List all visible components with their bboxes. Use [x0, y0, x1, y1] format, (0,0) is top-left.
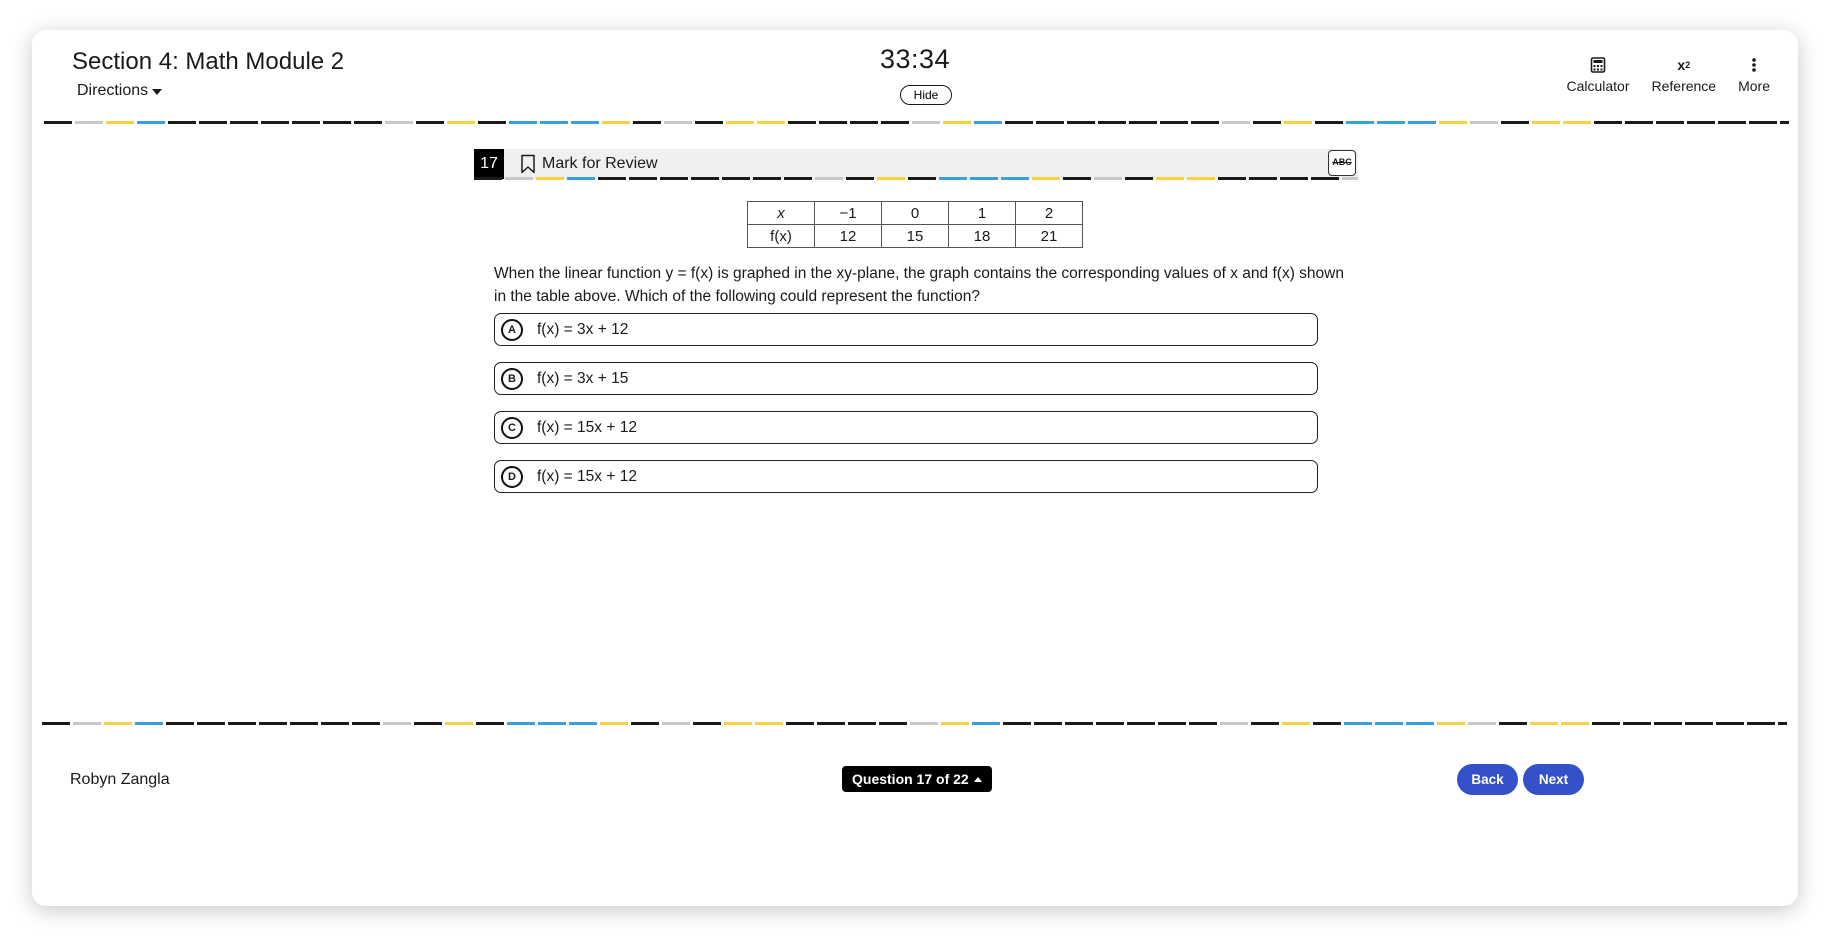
divider-dash [75, 121, 103, 124]
divider-dash [881, 121, 909, 124]
divider-dash [567, 177, 595, 180]
divider-dash [850, 121, 878, 124]
choice-a[interactable] [494, 313, 1318, 346]
more-button[interactable] [1738, 56, 1770, 94]
divider-dash [259, 722, 287, 725]
divider-dash [1716, 722, 1744, 725]
divider-dash [1251, 722, 1279, 725]
divider-dash [1282, 722, 1310, 725]
divider-dash [1187, 177, 1215, 180]
divider-dash [1001, 177, 1029, 180]
divider-dash [1036, 121, 1064, 124]
table-cell: x [748, 202, 815, 225]
divider-dash [1685, 722, 1713, 725]
divider-dash [1437, 722, 1465, 725]
divider-dash [1747, 722, 1775, 725]
reference-label: Reference [1651, 78, 1717, 94]
divider-dash [507, 722, 535, 725]
divider-dash [321, 722, 349, 725]
divider-dash [385, 121, 413, 124]
answer-choices [494, 313, 1318, 509]
calculator-icon [1590, 56, 1606, 74]
reference-button[interactable] [1652, 56, 1717, 94]
divider-dash [786, 722, 814, 725]
divider-dash [1098, 121, 1126, 124]
divider-dash [600, 722, 628, 725]
divider-dash [1561, 722, 1589, 725]
divider-dash [261, 121, 289, 124]
mark-for-review-label: Mark for Review [542, 155, 658, 172]
divider-dash [819, 121, 847, 124]
divider-dash [1313, 722, 1341, 725]
back-button[interactable]: Back [1457, 764, 1518, 795]
question-navigator-button[interactable] [842, 766, 992, 792]
choice-c[interactable] [494, 411, 1318, 444]
divider-dash [474, 177, 502, 180]
divider-dash [724, 722, 752, 725]
divider-dash [505, 177, 533, 180]
divider-dash [1222, 121, 1250, 124]
test-window [32, 30, 1798, 906]
divider-dash [753, 177, 781, 180]
divider-dash [352, 722, 380, 725]
divider-dash [228, 722, 256, 725]
answer-eliminator-button[interactable] [1328, 150, 1356, 176]
divider-dash [1315, 121, 1343, 124]
divider-dash [633, 121, 661, 124]
divider-dash [879, 722, 907, 725]
divider-dash [1563, 121, 1591, 124]
divider-dash [1280, 177, 1308, 180]
divider-dash [199, 121, 227, 124]
tool-bar [1566, 56, 1770, 94]
divider-dash [660, 177, 688, 180]
divider-dash [1749, 121, 1777, 124]
divider-dash [815, 177, 843, 180]
divider-dash [1003, 722, 1031, 725]
divider-dash [1311, 177, 1339, 180]
divider-dash [445, 722, 473, 725]
choice-b[interactable] [494, 362, 1318, 395]
divider-dash [1067, 121, 1095, 124]
divider-dash [509, 121, 537, 124]
mark-for-review-button[interactable] [520, 154, 658, 174]
divider-dash [1125, 177, 1153, 180]
divider-dash [1156, 177, 1184, 180]
divider-dash [1468, 722, 1496, 725]
values-table [747, 201, 1083, 248]
divider-dash [939, 177, 967, 180]
divider-dash [1344, 722, 1372, 725]
divider-dash [664, 121, 692, 124]
divider-dash [877, 177, 905, 180]
student-name: Robyn Zangla [70, 771, 170, 788]
choice-text-d: f(x) = 15x + 12 [537, 467, 637, 485]
timer: 33:34 [879, 44, 951, 74]
table-cell: 15 [882, 225, 949, 248]
divider-dash [166, 722, 194, 725]
table-cell: −1 [815, 202, 882, 225]
choice-letter-c: C [501, 417, 523, 439]
divider-dash [230, 121, 258, 124]
divider-dash [722, 177, 750, 180]
divider-dash [1005, 121, 1033, 124]
divider-dash [1160, 121, 1188, 124]
divider-dash [414, 722, 442, 725]
divider-dash [290, 722, 318, 725]
divider-dash [538, 722, 566, 725]
divider-dash [908, 177, 936, 180]
chevron-down-icon [152, 89, 162, 95]
divider-dash [1218, 177, 1246, 180]
divider-dash [104, 722, 132, 725]
divider-dash [1718, 121, 1746, 124]
divider-dash [755, 722, 783, 725]
section-title: Section 4: Math Module 2 [72, 48, 345, 75]
next-button[interactable]: Next [1523, 764, 1584, 795]
divider-dash [1249, 177, 1277, 180]
divider-dash [817, 722, 845, 725]
divider-dash [1284, 121, 1312, 124]
divider-dash [1594, 121, 1622, 124]
choice-letter-b: B [501, 368, 523, 390]
question-divider [474, 177, 1358, 180]
divider-dash [910, 722, 938, 725]
table-cell: 21 [1016, 225, 1083, 248]
divider-dash [598, 177, 626, 180]
table-cell: 2 [1016, 202, 1083, 225]
divider-dash [416, 121, 444, 124]
divider-dash [1439, 121, 1467, 124]
divider-dash [1625, 121, 1653, 124]
choice-d[interactable] [494, 460, 1318, 493]
divider-dash [1129, 121, 1157, 124]
bookmark-icon [520, 154, 536, 174]
divider-dash [168, 121, 196, 124]
calculator-button[interactable] [1566, 56, 1629, 94]
table-cell: 12 [815, 225, 882, 248]
divider-dash [137, 121, 165, 124]
directions-label: Directions [77, 82, 149, 99]
divider-dash [788, 121, 816, 124]
divider-dash [1656, 121, 1684, 124]
divider-dash [1654, 722, 1682, 725]
divider-dash [1094, 177, 1122, 180]
divider-dash [629, 177, 657, 180]
divider-dash [1220, 722, 1248, 725]
hide-timer-button[interactable]: Hide [900, 85, 952, 105]
table-cell: 18 [949, 225, 1016, 248]
calculator-label: Calculator [1566, 78, 1630, 94]
divider-dash [1406, 722, 1434, 725]
divider-dash [1687, 121, 1715, 124]
divider-dash [846, 177, 874, 180]
divider-dash [1034, 722, 1062, 725]
divider-dash [974, 121, 1002, 124]
divider-dash [540, 121, 568, 124]
divider-dash [1408, 121, 1436, 124]
divider-dash [1530, 722, 1558, 725]
divider-dash [536, 177, 564, 180]
divider-dash [970, 177, 998, 180]
divider-dash [1499, 722, 1527, 725]
divider-dash [784, 177, 812, 180]
divider-dash [292, 121, 320, 124]
divider-dash [691, 177, 719, 180]
choice-text-c: f(x) = 15x + 12 [537, 418, 637, 436]
divider-dash [478, 121, 506, 124]
divider-dash [354, 121, 382, 124]
divider-dash [972, 722, 1000, 725]
divider-dash [197, 722, 225, 725]
divider-dash [44, 121, 72, 124]
choice-letter-d: D [501, 466, 523, 488]
header [32, 30, 1798, 122]
divider-dash [323, 121, 351, 124]
more-label: More [1738, 78, 1770, 94]
divider-dash [73, 722, 101, 725]
table-cell: f(x) [748, 225, 815, 248]
x-squared-icon: x 2 [1677, 57, 1691, 73]
divider-dash [631, 722, 659, 725]
divider-dash [1032, 177, 1060, 180]
divider-dash [569, 722, 597, 725]
divider-dash [1375, 722, 1403, 725]
divider-dash [848, 722, 876, 725]
divider-dash [941, 722, 969, 725]
divider-dash [1158, 722, 1186, 725]
divider-dash [42, 722, 70, 725]
divider-dash [1778, 722, 1787, 725]
divider-dash [1470, 121, 1498, 124]
divider-dash [1342, 177, 1358, 180]
footer-divider [42, 722, 1787, 725]
divider-dash [383, 722, 411, 725]
divider-dash [1346, 121, 1374, 124]
divider-dash [106, 121, 134, 124]
divider-dash [1191, 121, 1219, 124]
divider-dash [693, 722, 721, 725]
choice-letter-a: A [501, 319, 523, 341]
divider-dash [726, 121, 754, 124]
divider-dash [1501, 121, 1529, 124]
divider-dash [1063, 177, 1091, 180]
divider-dash [447, 121, 475, 124]
divider-dash [1377, 121, 1405, 124]
divider-dash [1096, 722, 1124, 725]
question-prompt: When the linear function y = f(x) is graphed in the xy-plane, the graph contains the corresponding values of x and f(x) shown in the table above. Which of the following could represent the function? [494, 265, 1344, 305]
divider-dash [912, 121, 940, 124]
divider-dash [1065, 722, 1093, 725]
divider-dash [476, 722, 504, 725]
divider-dash [135, 722, 163, 725]
question-header-bar [474, 149, 1358, 179]
choice-text-a: f(x) = 3x + 12 [537, 320, 629, 338]
divider-dash [1780, 121, 1789, 124]
divider-dash [662, 722, 690, 725]
divider-dash [757, 121, 785, 124]
divider-dash [571, 121, 599, 124]
header-divider [44, 121, 1789, 124]
abc-strike-icon: ABC [1332, 157, 1352, 167]
divider-dash [1592, 722, 1620, 725]
divider-dash [1127, 722, 1155, 725]
divider-dash [1623, 722, 1651, 725]
table-cell: 1 [949, 202, 1016, 225]
question-navigator-label: Question 17 of 22 [852, 771, 969, 787]
table-cell: 0 [882, 202, 949, 225]
divider-dash [1532, 121, 1560, 124]
chevron-up-icon [974, 777, 982, 782]
table-row-x [748, 202, 1083, 225]
divider-dash [943, 121, 971, 124]
divider-dash [1189, 722, 1217, 725]
question-number: 17 [474, 149, 504, 179]
directions-dropdown[interactable] [77, 82, 162, 100]
more-vertical-icon [1751, 56, 1757, 74]
choice-text-b: f(x) = 3x + 15 [537, 369, 629, 387]
divider-dash [695, 121, 723, 124]
table-row-fx [748, 225, 1083, 248]
divider-dash [1253, 121, 1281, 124]
divider-dash [602, 121, 630, 124]
